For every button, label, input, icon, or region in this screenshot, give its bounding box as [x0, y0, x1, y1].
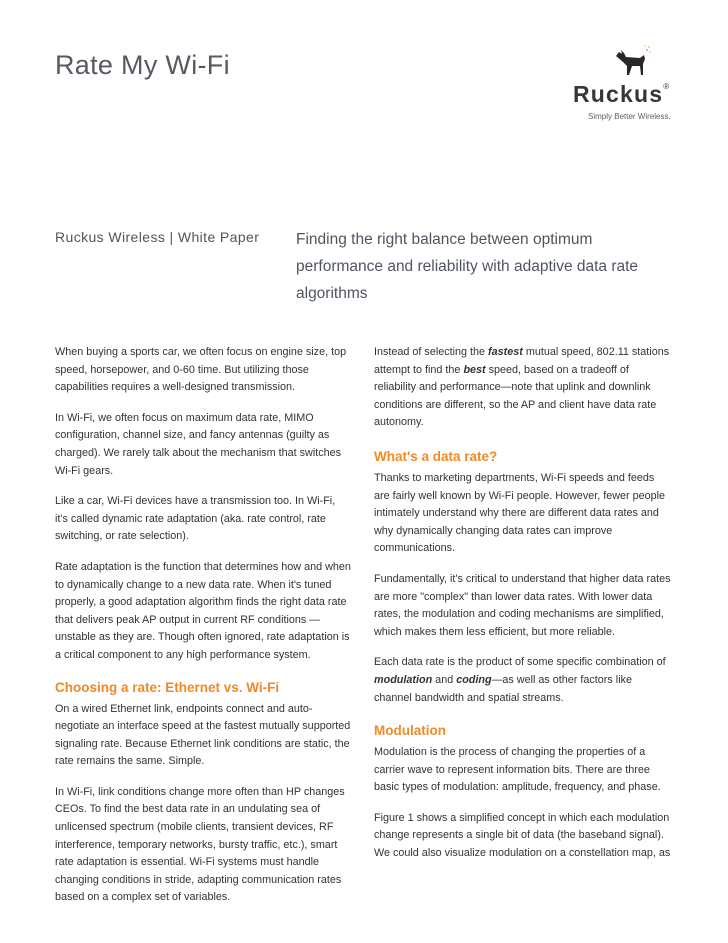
- logo-wordmark: [573, 83, 670, 106]
- emphasis-best: best: [463, 363, 486, 376]
- emphasis-fastest: fastest: [488, 346, 523, 358]
- paragraph: Rate adaptation is the function that determines how and when to dynamically change to a new data rate. When it's tuned properly, a good adaptation algorithm finds the right data rate that delivers peak AP output in current RF conditions — unstable as they are. Though often ignored, rate adaptation is a critical component to any high performance system.: [55, 560, 351, 661]
- text-run: and: [432, 673, 457, 686]
- paragraph: [374, 654, 672, 707]
- ruckus-logo: [566, 42, 676, 128]
- paragraph: In Wi-Fi, we often focus on maximum data rate, MIMO configuration, channel size, and fancy antennas (guilty as charged). We rarely talk about the mechanism that switches Wi-Fi gears.: [55, 411, 342, 477]
- page-title: Rate My Wi-Fi: [55, 50, 230, 80]
- page-subtitle: Finding the right balance between optimum performance and reliability with adaptive data rate algorithms: [296, 231, 639, 302]
- right-column: [374, 344, 672, 876]
- paragraph: Modulation is the process of changing the properties of a carrier wave to represent information bits. There are three basic types of modulation: amplitude, frequency, and phase.: [374, 746, 661, 794]
- dog-icon: [610, 42, 652, 82]
- paragraph: When buying a sports car, we often focus on engine size, top speed, horsepower, and 0-60 time. But utilizing those capabilities requires a well-designed transmission.: [55, 346, 347, 394]
- text-run: Each data rate is the product of some specific combination of: [374, 656, 666, 669]
- section-heading-choosing-rate: Choosing a rate: Ethernet vs. Wi-Fi: [55, 679, 280, 695]
- paragraph: [374, 344, 672, 432]
- paragraph: Fundamentally, it's critical to understand that higher data rates are more "complex" than lower data rates. With lower data rates, the modulation and coding mechanisms are simplified, which makes them less efficient, but more reliable.: [374, 572, 671, 638]
- logo-tagline: Simply Better Wireless.: [588, 112, 671, 121]
- logo-wordmark-text: Ruckus: [573, 81, 664, 107]
- text-run: mutual speed, 802.11 stations attempt to find the: [374, 346, 670, 376]
- registered-mark: ®: [663, 82, 671, 91]
- paragraph: Figure 1 shows a simplified concept in which each modulation change represents a single bit of data (the baseband signal). We could also visualize modulation on a constellation map, as: [374, 811, 671, 860]
- text-run: —as well as other factors like channel bandwidth and spatial streams.: [374, 673, 633, 704]
- paragraph: On a wired Ethernet link, endpoints connect and auto-negotiate an interface speed at the fastest mutually supported signaling rate. Because Ethernet link conditions are static, the rate remains the same. Simple.: [55, 702, 351, 768]
- document-type-label: Ruckus Wireless | White Paper: [55, 229, 260, 245]
- text-run: Instead of selecting the: [374, 346, 489, 358]
- emphasis-coding: coding: [456, 673, 492, 686]
- left-column: [55, 344, 351, 920]
- text-run: speed, based on a tradeoff of reliability and performance—note that uplink and downlink conditions are different, so the AP and client have data rate autonomy.: [374, 363, 657, 429]
- paragraph: Thanks to marketing departments, Wi-Fi speeds and feeds are fairly well known by Wi-Fi people. However, fewer people intimately understand why there are different data rates and why dynamically changing data rates can improve communications.: [374, 471, 666, 555]
- section-heading-data-rate: What's a data rate?: [374, 448, 498, 464]
- paragraph: Like a car, Wi-Fi devices have a transmission too. In Wi-Fi, it's called dynamic rate adaptation (aka. rate control, rate switching, or rate selection).: [55, 495, 336, 543]
- emphasis-modulation: modulation: [374, 673, 433, 686]
- paragraph: In Wi-Fi, link conditions change more often than HP changes CEOs. To find the best data rate in an undulating sea of unlicensed spectrum (mobile clients, transient devices, RF interference, temporary networks, bursty traffic, etc.), smart rate adaptation is essential. Wi-Fi systems must handle changing conditions in stride, adapting communication rates based on a complex set of variables.: [55, 785, 345, 904]
- section-heading-modulation: Modulation: [374, 723, 446, 739]
